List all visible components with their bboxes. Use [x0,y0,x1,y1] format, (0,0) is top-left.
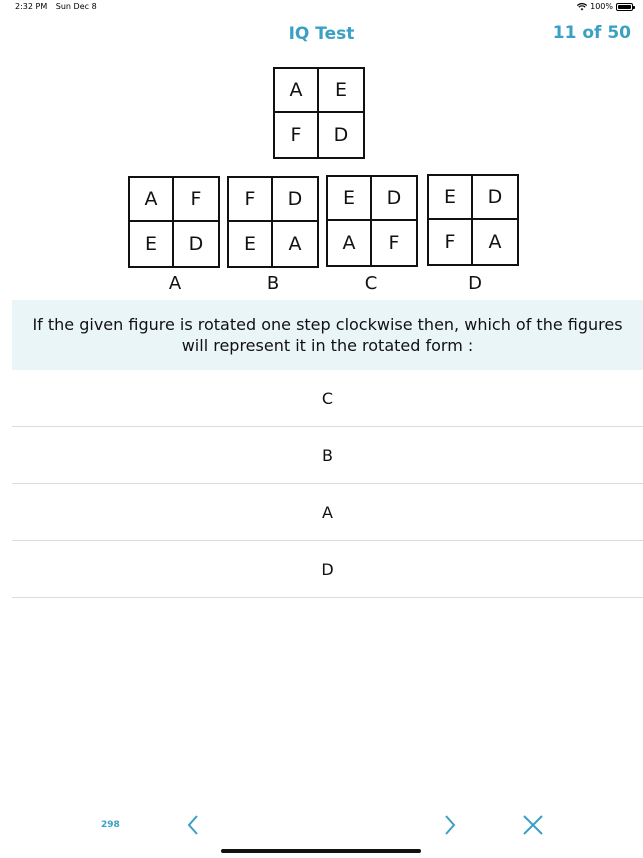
figure-cell: A [275,69,319,113]
figure-cell: D [273,178,317,222]
figure-cell: A [328,221,372,265]
option-label-d: D [468,273,482,294]
option-figure-d [427,174,519,266]
figure-cell: F [174,178,218,222]
figure-cell: D [372,177,416,221]
option-label-a: A [168,273,182,294]
option-figure-c [326,175,418,267]
figure-cell: F [275,113,319,157]
points-count: 298 [101,820,120,830]
option-label-c: C [364,273,378,294]
given-figure [273,67,365,159]
bottom-toolbar [0,798,643,858]
figure-cell: D [333,124,349,146]
answer-option[interactable]: D [12,541,643,598]
figure-cell: F [429,220,473,264]
status-time: 2:32 PM [15,2,48,11]
chevron-left-icon[interactable] [182,813,206,837]
figure-cell: E [328,177,372,221]
home-indicator [221,849,421,853]
answer-list [12,370,643,598]
status-right [577,2,633,11]
option-figure-b [227,176,319,268]
question-counter: 11 of 50 [552,23,631,43]
option-figure-a [128,176,220,268]
battery-percent: 100% [590,2,613,11]
figure-cell: A [130,178,174,222]
status-bar [0,0,643,14]
status-left [15,2,97,11]
figure-cell: E [229,222,273,266]
figure-cell: E [429,176,473,220]
wifi-icon [577,3,587,11]
question-text: If the given figure is rotated one step clockwise then, which of the figures will represent it in the rotated form : [12,300,643,370]
answer-option[interactable]: B [12,427,643,484]
figure-cell: D [188,233,204,255]
figure-cell: E [130,222,174,266]
battery-icon [616,3,633,11]
figure-cell: A [488,231,502,253]
figure-cell: F [229,178,273,222]
answer-option[interactable]: A [12,484,643,541]
figure-cell: A [288,233,302,255]
figure-cell: F [388,232,400,254]
chevron-right-icon[interactable] [437,813,461,837]
option-label-b: B [266,273,280,294]
status-date: Sun Dec 8 [55,2,97,11]
answer-option[interactable]: C [12,370,643,427]
close-icon[interactable] [521,813,545,837]
figure-cell: E [319,69,363,113]
page-title: IQ Test [288,24,355,44]
figure-cell: D [473,176,517,220]
